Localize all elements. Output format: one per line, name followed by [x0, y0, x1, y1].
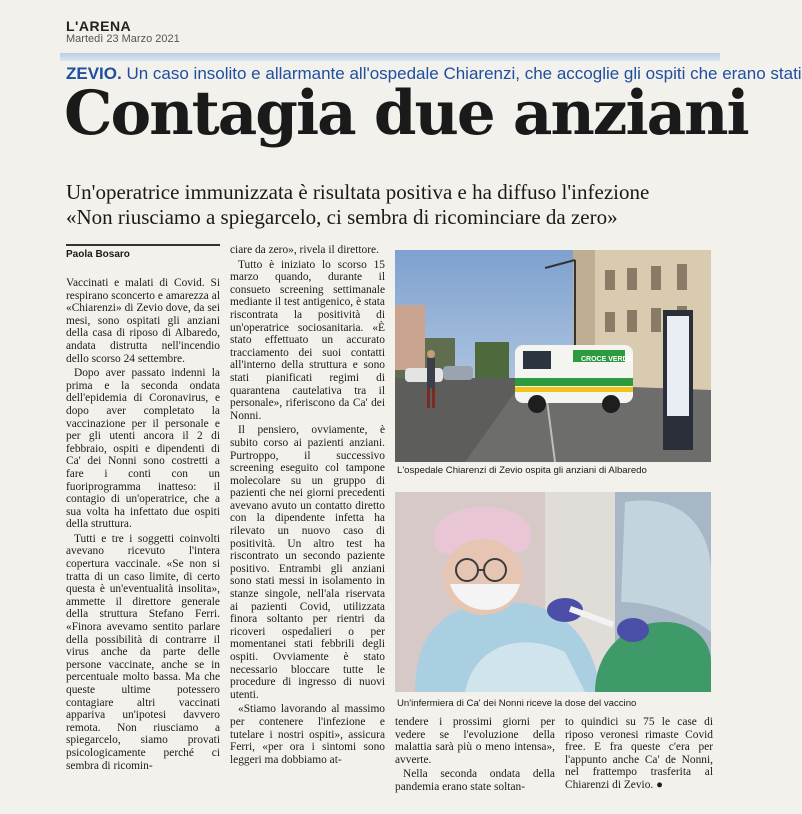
article-column-3 [395, 716, 555, 796]
paragraph: to quindici su 75 le case di riposo veronesi rimaste Covid free. E fra queste c'era per l'appunto anche Ca' de Nonni, nel frattempo trasferita al Chiarenzi di Zevio. ● [565, 716, 713, 791]
article-column-1 [66, 277, 220, 774]
article-column-4 [565, 716, 713, 794]
issue-date: Martedì 23 Marzo 2021 [66, 33, 180, 45]
byline: Paola Bosaro [66, 249, 130, 260]
paragraph: Il pensiero, ovviamente, è subito corso ai pazienti anziani. Purtroppo, il successivo screening eseguito col tampone molecolare su un gruppo di pazienti che nei giorni precedenti avevano avuto un contatto diretto con la dipendente infetta ha rilevato un nuovo caso di positività. Un altro test ha riscontrato un secondo paziente positivo. Entrambi gli anziani sono stati messi in isolamento in stanze singole, nell'ala riservata ai pazienti Covid, utilizzata finora soltanto per rientri da ricoveri ospedalieri o per momentanei stati febbrili degli ospiti. Ovviamente è stato necessario bloccare tutte le procedure di ingresso di nuovi utenti. [230, 424, 385, 701]
subhead-line-2: «Non riusciamo a spiegarcelo, ci sembra di ricominciare da zero» [66, 205, 618, 229]
paragraph: Dopo aver passato indenni la prima e la seconda ondata dell'epidemia di Coronavirus, e dopo aver completato la vaccinazione per il personale e per gli utenti ancora il 2 di febbraio, ospiti e dipendenti di Ca' dei Nonni sono costretti a fare i conti con un fuoriprogramma inatteso: il contagio di un'operatrice, che a sua volta ha infettato due ospiti della struttura. [66, 367, 220, 531]
paragraph: Nella seconda ondata della pandemia erano state soltan- [395, 768, 555, 793]
paragraph: Tutto è iniziato lo scorso 15 marzo quando, durante il consueto screening settimanale mediante il test antigenico, è stata riscontrata la positività di un'operatrice sociosanitaria. «È stato effettuato un accurato tracciamento dei suoi contatti all'interno della struttura e sono stati pianificati regimi di quarantena cautelativa tra il personale», riferiscono da Ca' dei Nonni. [230, 258, 385, 422]
byline-rule [66, 244, 220, 246]
paragraph: ciare da zero», rivela il direttore. [230, 244, 379, 256]
subheadline [66, 180, 726, 230]
paragraph: tendere i prossimi giorni per vedere se l'evoluzione della malattia sarà più o meno intensa», avverte. [395, 716, 555, 766]
hospital-street-illustration [395, 250, 711, 462]
paragraph: «Stiamo lavorando al massimo per contenere l'infezione e tutelare i nostri ospiti», assicura Ferri, «per ora i sintomi sono leggeri ma dobbiamo at- [230, 703, 385, 766]
section-rule [60, 53, 720, 61]
headline: Contagia due anziani [64, 78, 748, 149]
vaccine-photo [395, 492, 711, 692]
paragraph: Vaccinati e malati di Covid. Si respirano sconcerto e amarezza al «Chiarenzi» di Zevio dove, da sei mesi, sono ospitati gli anziani della casa di riposo di Albaredo, andata distrutta nell'incendio dello scorso 24 settembre. [66, 277, 220, 365]
kicker-text: Un caso insolito e allarmante all'ospedale Chiarenzi, che accoglie gli ospiti che erano stati [121, 64, 802, 83]
vaccine-photo-caption: Un'infermiera di Ca' dei Nonni riceve la dose del vaccino [397, 698, 637, 709]
hospital-photo [395, 250, 711, 462]
article-column-2 [230, 244, 385, 768]
paragraph: Tutti e tre i soggetti coinvolti avevano ricevuto l'intera copertura vaccinale. «Se non si tratta di un caso limite, di certo questa è un'eventualità insolita», ammette il direttore generale della struttura Stefano Ferri. «Finora avevamo sentito parlare della possibilità di contrarre il virus anche da parte delle persone vaccinate, anche se in percentuale molto bassa. Ma che queste ultime potessero contagiare altri vaccinati appariva un'ipotesi davvero remota. Non riusciamo a spiegarcelo, siamo provati psicologicamente perché ci sembra di ricomin- [66, 532, 220, 772]
ambulance-label: CROCE VERDE [581, 356, 633, 363]
vaccination-illustration [395, 492, 711, 692]
subhead-line-1: Un'operatrice immunizzata è risultata positiva e ha diffuso l'infezione [66, 180, 650, 204]
newspaper-name: L'ARENA [66, 18, 132, 34]
kicker-place: ZEVIO. [66, 64, 122, 83]
masthead [66, 18, 180, 45]
hospital-photo-caption: L'ospedale Chiarenzi di Zevio ospita gli anziani di Albaredo [397, 465, 647, 476]
